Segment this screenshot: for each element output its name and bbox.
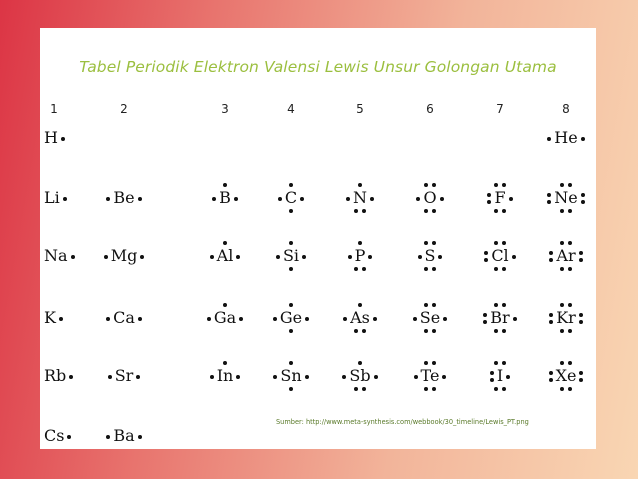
valence-electron-dot — [560, 329, 564, 333]
valence-electron-dot — [560, 387, 564, 391]
valence-electron-dot — [494, 267, 498, 271]
valence-electron-dot — [494, 387, 498, 391]
valence-electron-dot — [549, 320, 553, 324]
valence-electron-dot — [483, 313, 487, 317]
valence-electron-dot — [547, 193, 551, 197]
valence-electron-dot — [136, 375, 140, 379]
valence-electron-dot — [106, 317, 110, 321]
source-citation: Sumber: http://www.meta-synthesis.com/webbook/30_timeline/Lewis_PT.png — [276, 418, 529, 426]
valence-electron-dot — [104, 255, 108, 259]
valence-electron-dot — [234, 197, 238, 201]
valence-electron-dot — [438, 255, 442, 259]
valence-electron-dot — [506, 375, 510, 379]
valence-electron-dot — [223, 361, 227, 365]
element-symbol: Mg — [110, 246, 138, 265]
element-symbol: F — [494, 188, 506, 207]
valence-electron-dot — [494, 361, 498, 365]
valence-electron-dot — [494, 183, 498, 187]
valence-electron-dot — [579, 313, 583, 317]
valence-electron-dot — [358, 183, 362, 187]
element-symbol: Al — [216, 246, 234, 265]
valence-electron-dot — [547, 200, 551, 204]
element-symbol: He — [554, 128, 578, 147]
valence-electron-dot — [354, 209, 358, 213]
valence-electron-dot — [289, 329, 293, 333]
valence-electron-dot — [581, 137, 585, 141]
valence-electron-dot — [490, 378, 494, 382]
valence-electron-dot — [354, 267, 358, 271]
element-symbol: K — [44, 308, 56, 327]
valence-electron-dot — [140, 255, 144, 259]
valence-electron-dot — [289, 361, 293, 365]
valence-electron-dot — [432, 361, 436, 365]
valence-electron-dot — [61, 137, 65, 141]
valence-electron-dot — [560, 241, 564, 245]
valence-electron-dot — [289, 241, 293, 245]
element-symbol: As — [350, 308, 370, 327]
valence-electron-dot — [342, 375, 346, 379]
valence-electron-dot — [512, 255, 516, 259]
group-number: 8 — [562, 102, 570, 116]
valence-electron-dot — [223, 303, 227, 307]
valence-electron-dot — [494, 303, 498, 307]
group-number: 4 — [287, 102, 295, 116]
valence-electron-dot — [354, 387, 358, 391]
valence-electron-dot — [568, 361, 572, 365]
valence-electron-dot — [354, 329, 358, 333]
valence-electron-dot — [358, 361, 362, 365]
valence-electron-dot — [560, 183, 564, 187]
valence-electron-dot — [223, 241, 227, 245]
element-symbol: Xe — [555, 366, 577, 385]
valence-electron-dot — [484, 251, 488, 255]
group-number: 6 — [426, 102, 434, 116]
element-symbol: C — [284, 188, 298, 207]
valence-electron-dot — [210, 255, 214, 259]
valence-electron-dot — [494, 329, 498, 333]
valence-electron-dot — [346, 197, 350, 201]
valence-electron-dot — [289, 387, 293, 391]
valence-electron-dot — [305, 317, 309, 321]
valence-electron-dot — [362, 329, 366, 333]
valence-electron-dot — [413, 317, 417, 321]
valence-electron-dot — [67, 435, 71, 439]
valence-electron-dot — [487, 193, 491, 197]
valence-electron-dot — [236, 255, 240, 259]
table-title: Tabel Periodik Elektron Valensi Lewis Unsur Golongan Utama — [79, 58, 557, 76]
element-symbol: I — [496, 366, 504, 385]
valence-electron-dot — [560, 209, 564, 213]
valence-electron-dot — [432, 329, 436, 333]
element-symbol: O — [423, 188, 437, 207]
valence-electron-dot — [443, 317, 447, 321]
valence-electron-dot — [302, 255, 306, 259]
valence-electron-dot — [210, 375, 214, 379]
valence-electron-dot — [424, 361, 428, 365]
element-symbol: Br — [490, 308, 510, 327]
valence-electron-dot — [424, 329, 428, 333]
valence-electron-dot — [362, 209, 366, 213]
valence-electron-dot — [579, 258, 583, 262]
element-symbol: Na — [44, 246, 68, 265]
valence-electron-dot — [414, 375, 418, 379]
valence-electron-dot — [424, 183, 428, 187]
valence-electron-dot — [440, 197, 444, 201]
valence-electron-dot — [509, 197, 513, 201]
element-symbol: Ar — [556, 246, 576, 265]
valence-electron-dot — [502, 183, 506, 187]
element-symbol: Ba — [113, 426, 135, 445]
valence-electron-dot — [63, 197, 67, 201]
valence-electron-dot — [483, 320, 487, 324]
valence-electron-dot — [305, 375, 309, 379]
valence-electron-dot — [568, 303, 572, 307]
valence-electron-dot — [442, 375, 446, 379]
valence-electron-dot — [581, 193, 585, 197]
valence-electron-dot — [424, 241, 428, 245]
valence-electron-dot — [289, 183, 293, 187]
valence-electron-dot — [289, 267, 293, 271]
valence-electron-dot — [106, 197, 110, 201]
valence-electron-dot — [568, 183, 572, 187]
valence-electron-dot — [273, 375, 277, 379]
valence-electron-dot — [432, 183, 436, 187]
valence-electron-dot — [273, 317, 277, 321]
valence-electron-dot — [581, 200, 585, 204]
group-number: 7 — [496, 102, 504, 116]
valence-electron-dot — [432, 241, 436, 245]
valence-electron-dot — [362, 387, 366, 391]
valence-electron-dot — [358, 303, 362, 307]
valence-electron-dot — [138, 435, 142, 439]
valence-electron-dot — [108, 375, 112, 379]
valence-electron-dot — [212, 197, 216, 201]
valence-electron-dot — [276, 255, 280, 259]
valence-electron-dot — [568, 329, 572, 333]
group-number: 3 — [221, 102, 229, 116]
element-symbol: Te — [420, 366, 440, 385]
valence-electron-dot — [432, 267, 436, 271]
valence-electron-dot — [223, 183, 227, 187]
element-symbol: Si — [282, 246, 300, 265]
valence-electron-dot — [138, 317, 142, 321]
valence-electron-dot — [502, 267, 506, 271]
group-number: 1 — [50, 102, 58, 116]
valence-electron-dot — [568, 241, 572, 245]
valence-electron-dot — [432, 209, 436, 213]
valence-electron-dot — [502, 361, 506, 365]
group-number: 2 — [120, 102, 128, 116]
element-symbol: Se — [419, 308, 441, 327]
valence-electron-dot — [239, 317, 243, 321]
element-symbol: Ca — [113, 308, 135, 327]
valence-electron-dot — [579, 251, 583, 255]
valence-electron-dot — [432, 387, 436, 391]
valence-electron-dot — [487, 200, 491, 204]
valence-electron-dot — [549, 371, 553, 375]
valence-electron-dot — [547, 137, 551, 141]
element-symbol: Kr — [556, 308, 576, 327]
valence-electron-dot — [59, 317, 63, 321]
valence-electron-dot — [370, 197, 374, 201]
valence-electron-dot — [138, 197, 142, 201]
valence-electron-dot — [494, 209, 498, 213]
valence-electron-dot — [502, 329, 506, 333]
element-symbol: Rb — [44, 366, 67, 385]
element-symbol: H — [44, 128, 58, 147]
element-symbol: Sn — [280, 366, 302, 385]
element-symbol: Ga — [213, 308, 237, 327]
valence-electron-dot — [432, 303, 436, 307]
valence-electron-dot — [373, 317, 377, 321]
valence-electron-dot — [513, 317, 517, 321]
valence-electron-dot — [560, 303, 564, 307]
valence-electron-dot — [549, 258, 553, 262]
valence-electron-dot — [502, 209, 506, 213]
element-symbol: Cl — [491, 246, 509, 265]
valence-electron-dot — [348, 255, 352, 259]
valence-electron-dot — [343, 317, 347, 321]
valence-electron-dot — [69, 375, 73, 379]
valence-electron-dot — [494, 241, 498, 245]
element-symbol: Ne — [554, 188, 578, 207]
valence-electron-dot — [484, 258, 488, 262]
valence-electron-dot — [568, 209, 572, 213]
valence-electron-dot — [358, 241, 362, 245]
valence-electron-dot — [549, 378, 553, 382]
valence-electron-dot — [560, 361, 564, 365]
valence-electron-dot — [289, 303, 293, 307]
valence-electron-dot — [502, 303, 506, 307]
valence-electron-dot — [207, 317, 211, 321]
element-symbol: S — [424, 246, 436, 265]
element-symbol: Li — [44, 188, 60, 207]
valence-electron-dot — [549, 251, 553, 255]
valence-electron-dot — [424, 267, 428, 271]
valence-electron-dot — [502, 387, 506, 391]
group-number: 5 — [356, 102, 364, 116]
valence-electron-dot — [362, 267, 366, 271]
valence-electron-dot — [549, 313, 553, 317]
element-symbol: In — [216, 366, 234, 385]
valence-electron-dot — [368, 255, 372, 259]
element-symbol: Ge — [279, 308, 303, 327]
valence-electron-dot — [579, 320, 583, 324]
valence-electron-dot — [424, 303, 428, 307]
valence-electron-dot — [568, 267, 572, 271]
valence-electron-dot — [424, 387, 428, 391]
valence-electron-dot — [418, 255, 422, 259]
valence-electron-dot — [300, 197, 304, 201]
valence-electron-dot — [579, 371, 583, 375]
valence-electron-dot — [502, 241, 506, 245]
element-symbol: B — [219, 188, 231, 207]
valence-electron-dot — [579, 378, 583, 382]
valence-electron-dot — [289, 209, 293, 213]
valence-electron-dot — [424, 209, 428, 213]
element-symbol: Cs — [44, 426, 65, 445]
valence-electron-dot — [374, 375, 378, 379]
lewis-table-card — [40, 28, 596, 449]
element-symbol: Sr — [114, 366, 134, 385]
element-symbol: P — [354, 246, 366, 265]
valence-electron-dot — [416, 197, 420, 201]
valence-electron-dot — [560, 267, 564, 271]
element-symbol: N — [353, 188, 367, 207]
valence-electron-dot — [236, 375, 240, 379]
valence-electron-dot — [568, 387, 572, 391]
valence-electron-dot — [490, 371, 494, 375]
valence-electron-dot — [106, 435, 110, 439]
element-symbol: Be — [113, 188, 135, 207]
element-symbol: Sb — [349, 366, 371, 385]
valence-electron-dot — [71, 255, 75, 259]
valence-electron-dot — [278, 197, 282, 201]
